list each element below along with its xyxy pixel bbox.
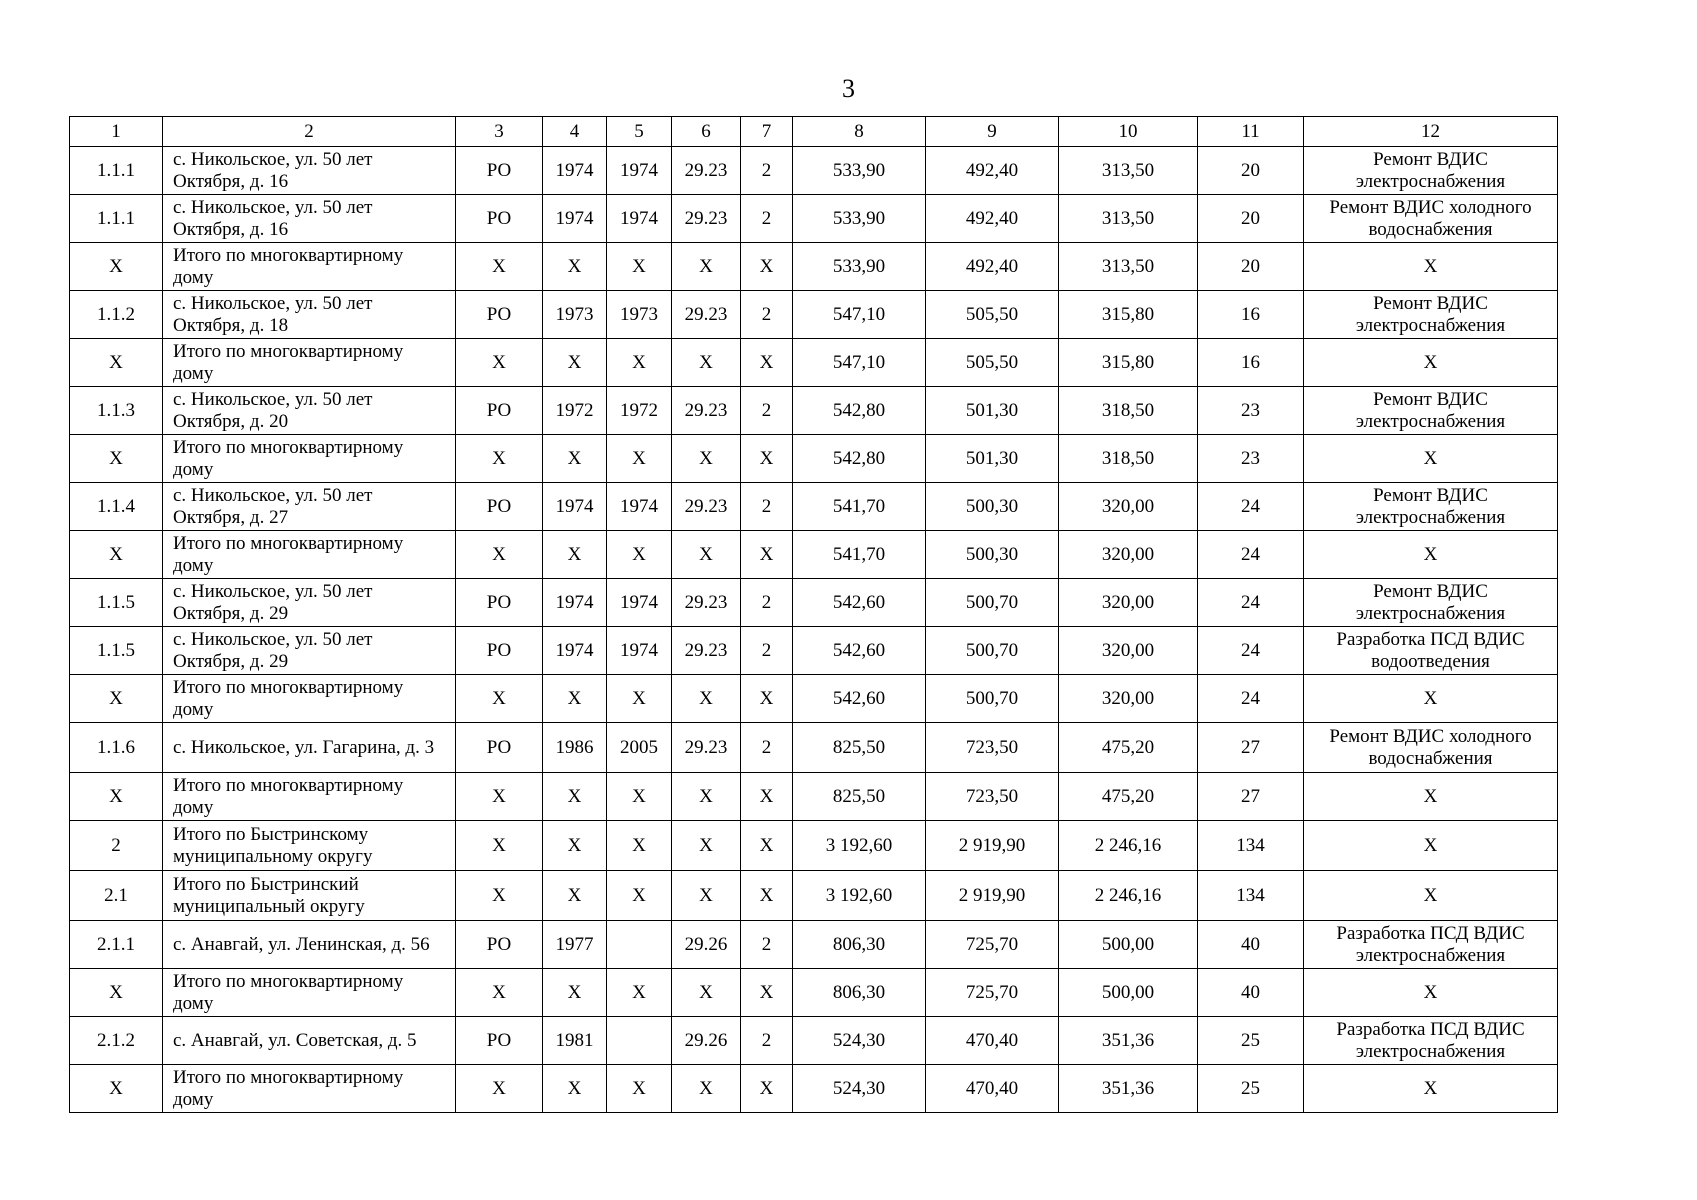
cell-total-area: 806,30 [793,969,926,1017]
cell-living-area: 500,70 [926,627,1059,675]
cell-residents: 20 [1198,243,1304,291]
cell-total-area: 547,10 [793,339,926,387]
cell-residents: 25 [1198,1017,1304,1065]
cell-living-area: 501,30 [926,435,1059,483]
cell-code: Х [672,773,741,821]
cell-total-area: 541,70 [793,483,926,531]
cell-cost: 318,50 [1059,387,1198,435]
cell-living-area: 725,70 [926,969,1059,1017]
cell-code: 29.23 [672,723,741,773]
cell-total-area: 542,80 [793,435,926,483]
cell-floors: 2 [741,579,793,627]
cell-code: Х [672,339,741,387]
cell-address: Итого по многоквартирному дому [163,1065,456,1113]
table-row [70,821,1558,871]
cell-build-year: Х [543,969,607,1017]
cell-code: Х [672,435,741,483]
cell-address: Итого по Быстринскому муниципальному округу [163,821,456,871]
cell-cost: 500,00 [1059,969,1198,1017]
cell-living-area: 501,30 [926,387,1059,435]
cell-floors: 2 [741,147,793,195]
table-row [70,483,1558,531]
column-header: 11 [1198,117,1304,147]
cell-floors: Х [741,871,793,921]
cell-number: 2.1.1 [70,921,163,969]
cell-number: 1.1.5 [70,627,163,675]
cell-owner-type: РО [456,195,543,243]
cell-total-area: 524,30 [793,1065,926,1113]
column-header: 9 [926,117,1059,147]
cell-living-area: 723,50 [926,723,1059,773]
cell-address: с. Никольское, ул. 50 лет Октября, д. 20 [163,387,456,435]
cell-total-area: 533,90 [793,243,926,291]
cell-total-area: 524,30 [793,1017,926,1065]
column-header: 4 [543,117,607,147]
cell-work-type: Х [1304,339,1558,387]
cell-floors: 2 [741,723,793,773]
cell-owner-type: Х [456,339,543,387]
cell-build-year: 1974 [543,627,607,675]
cell-living-area: 2 919,90 [926,821,1059,871]
cell-work-type: Х [1304,243,1558,291]
cell-address: Итого по многоквартирному дому [163,435,456,483]
cell-address: Итого по многоквартирному дому [163,243,456,291]
cell-build-year: 1973 [543,291,607,339]
cell-build-year: 1972 [543,387,607,435]
cell-code: 29.26 [672,921,741,969]
table-row [70,627,1558,675]
cell-address: с. Никольское, ул. 50 лет Октября, д. 29 [163,579,456,627]
cell-owner-type: РО [456,921,543,969]
cell-build-year: Х [543,821,607,871]
cell-total-area: 542,80 [793,387,926,435]
cell-residents: 20 [1198,147,1304,195]
cell-cost: 320,00 [1059,579,1198,627]
table-row [70,147,1558,195]
cell-number: Х [70,969,163,1017]
cell-work-type: Х [1304,531,1558,579]
cell-living-area: 725,70 [926,921,1059,969]
cell-reconstruction-year [607,921,672,969]
cell-total-area: 547,10 [793,291,926,339]
cell-cost: 315,80 [1059,291,1198,339]
cell-work-type: Разработка ПСД ВДИС электроснабжения [1304,1017,1558,1065]
cell-work-type: Х [1304,821,1558,871]
cell-number: 1.1.1 [70,147,163,195]
cell-floors: 2 [741,483,793,531]
cell-living-area: 470,40 [926,1017,1059,1065]
cell-address: Итого по многоквартирному дому [163,531,456,579]
cell-code: Х [672,969,741,1017]
cell-address: с. Анавгай, ул. Ленинская, д. 56 [163,921,456,969]
cell-total-area: 825,50 [793,773,926,821]
cell-work-type: Ремонт ВДИС холодного водоснабжения [1304,723,1558,773]
cell-build-year: 1986 [543,723,607,773]
column-header: 5 [607,117,672,147]
cell-owner-type: РО [456,291,543,339]
cell-residents: 24 [1198,531,1304,579]
cell-build-year: Х [543,773,607,821]
column-header: 7 [741,117,793,147]
cell-floors: Х [741,773,793,821]
cell-floors: Х [741,821,793,871]
cell-reconstruction-year: Х [607,435,672,483]
cell-cost: 318,50 [1059,435,1198,483]
cell-owner-type: Х [456,435,543,483]
cell-build-year: Х [543,243,607,291]
cell-living-area: 500,30 [926,531,1059,579]
cell-living-area: 500,70 [926,675,1059,723]
cell-cost: 351,36 [1059,1065,1198,1113]
cell-build-year: 1977 [543,921,607,969]
cell-cost: 313,50 [1059,243,1198,291]
cell-code: 29.23 [672,147,741,195]
cell-number: Х [70,531,163,579]
cell-total-area: 825,50 [793,723,926,773]
cell-work-type: Х [1304,969,1558,1017]
cell-residents: 24 [1198,627,1304,675]
cell-cost: 2 246,16 [1059,821,1198,871]
cell-cost: 320,00 [1059,531,1198,579]
table-row [70,969,1558,1017]
cell-reconstruction-year: 1974 [607,195,672,243]
cell-reconstruction-year: Х [607,1065,672,1113]
cell-residents: 23 [1198,435,1304,483]
cell-code: 29.23 [672,579,741,627]
cell-number: Х [70,243,163,291]
cell-floors: Х [741,675,793,723]
cell-residents: 27 [1198,773,1304,821]
cell-floors: 2 [741,291,793,339]
cell-owner-type: Х [456,871,543,921]
cell-floors: 2 [741,627,793,675]
cell-residents: 27 [1198,723,1304,773]
cell-reconstruction-year: Х [607,243,672,291]
cell-owner-type: РО [456,723,543,773]
cell-code: 29.23 [672,387,741,435]
cell-residents: 24 [1198,579,1304,627]
cell-residents: 134 [1198,871,1304,921]
cell-build-year: Х [543,675,607,723]
column-header: 8 [793,117,926,147]
cell-living-area: 500,30 [926,483,1059,531]
cell-total-area: 542,60 [793,627,926,675]
table-row [70,531,1558,579]
cell-residents: 16 [1198,291,1304,339]
cell-floors: Х [741,243,793,291]
cell-number: Х [70,1065,163,1113]
cell-cost: 313,50 [1059,195,1198,243]
table-row [70,871,1558,921]
cell-address: Итого по многоквартирному дому [163,773,456,821]
cell-work-type: Ремонт ВДИС электроснабжения [1304,291,1558,339]
cell-reconstruction-year: Х [607,531,672,579]
cell-cost: 475,20 [1059,723,1198,773]
cell-address: с. Никольское, ул. 50 лет Октября, д. 16 [163,195,456,243]
column-header: 6 [672,117,741,147]
cell-number: 2.1.2 [70,1017,163,1065]
cell-work-type: Ремонт ВДИС холодного водоснабжения [1304,195,1558,243]
cell-reconstruction-year: Х [607,675,672,723]
table-body [70,117,1558,1113]
cell-work-type: Х [1304,675,1558,723]
cell-total-area: 806,30 [793,921,926,969]
cell-owner-type: Х [456,969,543,1017]
cell-work-type: Х [1304,773,1558,821]
cell-living-area: 723,50 [926,773,1059,821]
cell-total-area: 542,60 [793,579,926,627]
cell-number: 2 [70,821,163,871]
cell-owner-type: РО [456,1017,543,1065]
cell-owner-type: Х [456,773,543,821]
cell-work-type: Х [1304,871,1558,921]
table-row [70,723,1558,773]
cell-reconstruction-year: 1974 [607,579,672,627]
cell-total-area: 533,90 [793,147,926,195]
header-row [70,117,1558,147]
table-row [70,387,1558,435]
cell-build-year: Х [543,1065,607,1113]
cell-work-type: Ремонт ВДИС электроснабжения [1304,579,1558,627]
cell-build-year: 1981 [543,1017,607,1065]
cell-owner-type: Х [456,1065,543,1113]
cell-residents: 40 [1198,969,1304,1017]
cell-owner-type: РО [456,147,543,195]
table-row [70,243,1558,291]
cell-floors: Х [741,339,793,387]
cell-reconstruction-year: Х [607,969,672,1017]
cell-total-area: 533,90 [793,195,926,243]
cell-reconstruction-year: 1974 [607,147,672,195]
cell-code: 29.23 [672,627,741,675]
cell-floors: 2 [741,921,793,969]
cell-number: 2.1 [70,871,163,921]
cell-residents: 40 [1198,921,1304,969]
cell-number: 1.1.2 [70,291,163,339]
cell-work-type: Разработка ПСД ВДИС электроснабжения [1304,921,1558,969]
cell-owner-type: РО [456,627,543,675]
cell-build-year: 1974 [543,483,607,531]
cell-build-year: 1974 [543,147,607,195]
cell-reconstruction-year: Х [607,773,672,821]
cell-address: с. Никольское, ул. 50 лет Октября, д. 18 [163,291,456,339]
cell-reconstruction-year: 1972 [607,387,672,435]
cell-reconstruction-year [607,1017,672,1065]
cell-cost: 313,50 [1059,147,1198,195]
cell-address: Итого по Быстринский муниципальный округу [163,871,456,921]
cell-floors: Х [741,1065,793,1113]
cell-build-year: Х [543,531,607,579]
cell-reconstruction-year: Х [607,339,672,387]
cell-floors: 2 [741,387,793,435]
cell-number: 1.1.1 [70,195,163,243]
cell-build-year: 1974 [543,195,607,243]
cell-owner-type: Х [456,531,543,579]
cell-reconstruction-year: 2005 [607,723,672,773]
table-row [70,579,1558,627]
cell-floors: Х [741,969,793,1017]
cell-work-type: Разработка ПСД ВДИС водоотведения [1304,627,1558,675]
cell-owner-type: Х [456,243,543,291]
cell-work-type: Ремонт ВДИС электроснабжения [1304,147,1558,195]
cell-living-area: 500,70 [926,579,1059,627]
cell-living-area: 492,40 [926,147,1059,195]
cell-work-type: Х [1304,1065,1558,1113]
cell-address: с. Никольское, ул. 50 лет Октября, д. 16 [163,147,456,195]
cell-residents: 24 [1198,483,1304,531]
cell-code: 29.26 [672,1017,741,1065]
page-number: 3 [842,74,855,103]
cell-total-area: 3 192,60 [793,821,926,871]
column-header: 3 [456,117,543,147]
cell-floors: 2 [741,1017,793,1065]
cell-code: 29.23 [672,291,741,339]
column-header: 12 [1304,117,1558,147]
cell-work-type: Х [1304,435,1558,483]
cell-number: 1.1.6 [70,723,163,773]
cell-cost: 2 246,16 [1059,871,1198,921]
cell-code: Х [672,531,741,579]
table-row [70,1017,1558,1065]
cell-address: с. Никольское, ул. 50 лет Октября, д. 27 [163,483,456,531]
table-row [70,1065,1558,1113]
cell-build-year: Х [543,435,607,483]
table-row [70,195,1558,243]
cell-residents: 134 [1198,821,1304,871]
cell-reconstruction-year: 1973 [607,291,672,339]
cell-floors: Х [741,435,793,483]
cell-cost: 315,80 [1059,339,1198,387]
cell-total-area: 542,60 [793,675,926,723]
cell-cost: 320,00 [1059,627,1198,675]
cell-address: с. Никольское, ул. Гагарина, д. 3 [163,723,456,773]
table-row [70,675,1558,723]
cell-address: Итого по многоквартирному дому [163,969,456,1017]
cell-residents: 25 [1198,1065,1304,1113]
cell-build-year: Х [543,871,607,921]
cell-code: 29.23 [672,195,741,243]
cell-living-area: 492,40 [926,195,1059,243]
cell-living-area: 2 919,90 [926,871,1059,921]
cell-cost: 351,36 [1059,1017,1198,1065]
cell-reconstruction-year: 1974 [607,627,672,675]
cell-work-type: Ремонт ВДИС электроснабжения [1304,483,1558,531]
cell-reconstruction-year: 1974 [607,483,672,531]
cell-code: Х [672,871,741,921]
table-row [70,291,1558,339]
cell-code: 29.23 [672,483,741,531]
cell-total-area: 3 192,60 [793,871,926,921]
cell-code: Х [672,243,741,291]
column-header: 2 [163,117,456,147]
cell-owner-type: РО [456,387,543,435]
cell-owner-type: Х [456,675,543,723]
cell-number: 1.1.3 [70,387,163,435]
cell-number: Х [70,339,163,387]
cell-number: Х [70,675,163,723]
table-row [70,773,1558,821]
cell-address: с. Анавгай, ул. Советская, д. 5 [163,1017,456,1065]
cell-number: 1.1.4 [70,483,163,531]
cell-living-area: 505,50 [926,339,1059,387]
column-header: 10 [1059,117,1198,147]
cell-reconstruction-year: Х [607,871,672,921]
cell-reconstruction-year: Х [607,821,672,871]
cell-living-area: 470,40 [926,1065,1059,1113]
capital-repair-table [69,116,1558,1113]
cell-cost: 320,00 [1059,483,1198,531]
cell-residents: 23 [1198,387,1304,435]
table-row [70,339,1558,387]
column-header: 1 [70,117,163,147]
cell-residents: 24 [1198,675,1304,723]
cell-build-year: Х [543,339,607,387]
table-row [70,921,1558,969]
cell-total-area: 541,70 [793,531,926,579]
cell-build-year: 1974 [543,579,607,627]
cell-code: Х [672,1065,741,1113]
cell-floors: Х [741,531,793,579]
cell-address: Итого по многоквартирному дому [163,675,456,723]
cell-code: Х [672,675,741,723]
cell-living-area: 492,40 [926,243,1059,291]
table-row [70,435,1558,483]
cell-floors: 2 [741,195,793,243]
cell-cost: 500,00 [1059,921,1198,969]
cell-owner-type: РО [456,579,543,627]
cell-living-area: 505,50 [926,291,1059,339]
cell-address: с. Никольское, ул. 50 лет Октября, д. 29 [163,627,456,675]
cell-number: Х [70,435,163,483]
cell-code: Х [672,821,741,871]
cell-cost: 320,00 [1059,675,1198,723]
cell-owner-type: РО [456,483,543,531]
cell-residents: 16 [1198,339,1304,387]
cell-work-type: Ремонт ВДИС электроснабжения [1304,387,1558,435]
cell-number: 1.1.5 [70,579,163,627]
cell-number: Х [70,773,163,821]
cell-address: Итого по многоквартирному дому [163,339,456,387]
cell-owner-type: Х [456,821,543,871]
cell-residents: 20 [1198,195,1304,243]
cell-cost: 475,20 [1059,773,1198,821]
